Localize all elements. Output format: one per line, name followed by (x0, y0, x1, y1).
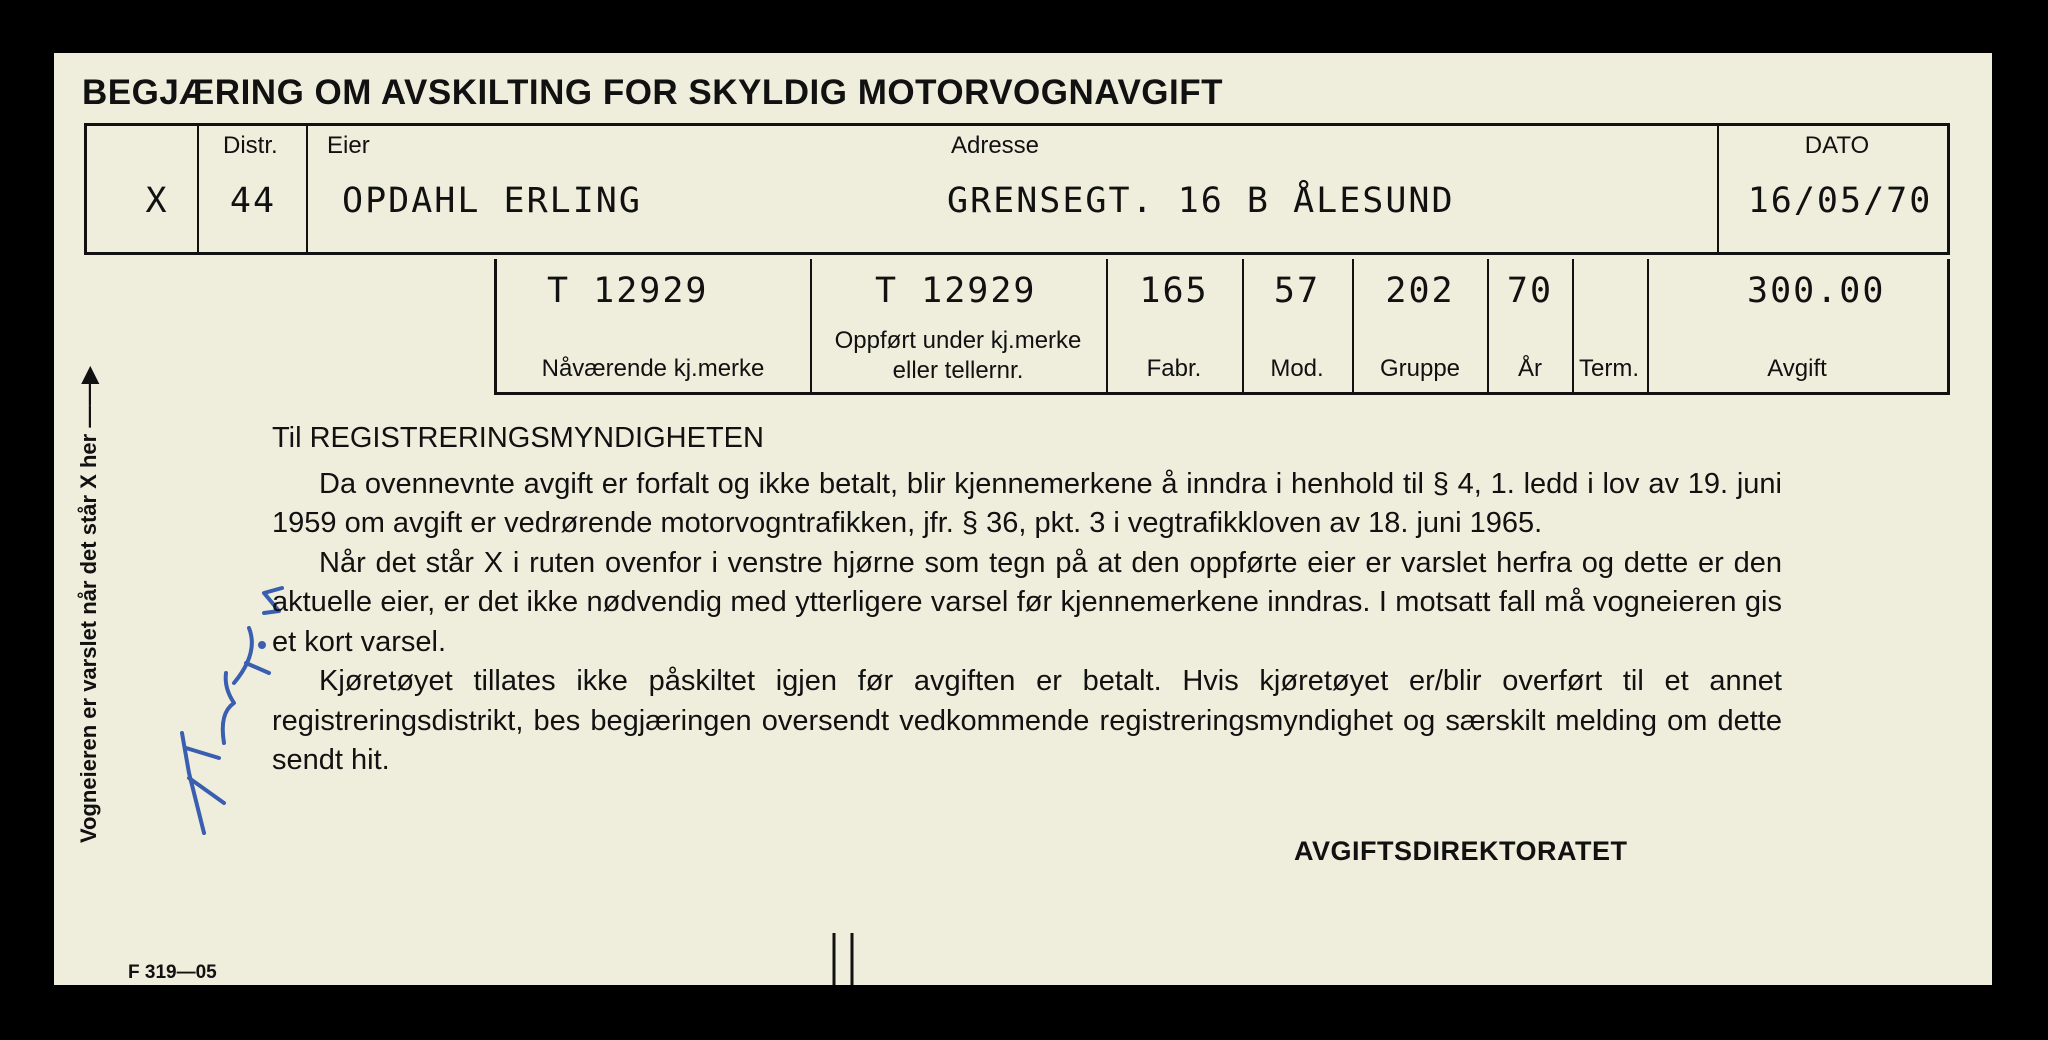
mod-value: 57 (1273, 271, 1321, 311)
dato-label: DATO (1804, 132, 1870, 159)
avgift-label: Avgift (1767, 355, 1827, 382)
form-title: BEGJÆRING OM AVSKILTING FOR SKYLDIG MOTORVOGNAVGIFT (82, 73, 1224, 112)
term-label: Term. (1579, 355, 1639, 382)
divider (1106, 259, 1108, 392)
oppfort-label-line1: Oppført under kj.merke (834, 327, 1082, 354)
ar-label: År (1518, 355, 1542, 382)
fabr-label: Fabr. (1146, 355, 1202, 382)
distr-label: Distr. (223, 132, 278, 159)
letter-paragraph-3: Kjøretøyet tillates ikke påskiltet igjen før avgiften er betalt. Hvis kjøretøyet er/blir overført til et annet registreringsdistrikt, bes begjæringen oversendt vedkommende registreringsmyndighet og særskilt melding om dette sendt hit. (272, 665, 1782, 776)
oppfort-value: T 12929 (875, 271, 1037, 311)
fabr-value: 165 (1139, 271, 1209, 311)
letter-body (272, 419, 1782, 781)
divider (1647, 259, 1649, 392)
fold-marks (826, 933, 866, 985)
notified-mark: X (145, 181, 169, 221)
letter-paragraph-1: Da ovennevnte avgift er forfalt og ikke betalt, blir kjennemerkene å inndra i henhold til § 4, 1. ledd i lov av 19. juni 1959 om avgift er vedrørende motorvogntrafikken, jfr. § 36, pkt. 3 i vegtrafikkloven av 18. juni 1965. (272, 467, 1782, 539)
letter-paragraph-2: Når det står X i ruten ovenfor i venstre hjørne som tegn på at den oppførte eier er varslet herfra og dette er den aktuelle eier, er det ikke nødvendig med ytterligere varsel før kjennemerkene inndras. I motsatt fall må vogneieren gis et kort varsel. (272, 546, 1782, 658)
mod-label: Mod. (1270, 355, 1324, 382)
divider (1487, 259, 1489, 392)
side-note-text: Vogneieren er varslet når det står X her (76, 433, 101, 843)
divider (1717, 126, 1719, 252)
divider (1242, 259, 1244, 392)
letter-heading: Til REGISTRERINGSMYNDIGHETEN (272, 422, 764, 454)
avgift-value: 300.00 (1747, 271, 1886, 311)
dato-value: 16/05/70 (1747, 181, 1933, 221)
arrow-right-icon: ——▶ (76, 366, 101, 428)
ar-value: 70 (1506, 271, 1554, 311)
form-number: F 319—05 (128, 962, 217, 983)
divider (197, 126, 199, 252)
adresse-label: Adresse (950, 132, 1040, 159)
divider (1352, 259, 1354, 392)
navaerende-label: Nåværende kj.merke (541, 355, 765, 382)
distr-value: 44 (229, 181, 277, 221)
signature: AVGIFTSDIREKTORATET (1294, 836, 1628, 866)
form-card (54, 53, 1992, 985)
gruppe-label: Gruppe (1379, 355, 1461, 382)
navaerende-value: T 12929 (547, 271, 709, 311)
gruppe-value: 202 (1385, 271, 1455, 311)
divider (306, 126, 308, 252)
divider (810, 259, 812, 392)
eier-value: OPDAHL ERLING (342, 181, 642, 221)
owner-table (84, 123, 1950, 255)
adresse-value: GRENSEGT. 16 B ÅLESUND (947, 181, 1455, 221)
eier-label: Eier (327, 132, 370, 159)
side-note (76, 367, 102, 843)
oppfort-label-line2: eller tellernr. (892, 357, 1024, 384)
vehicle-table (494, 259, 1950, 395)
divider (1572, 259, 1574, 392)
